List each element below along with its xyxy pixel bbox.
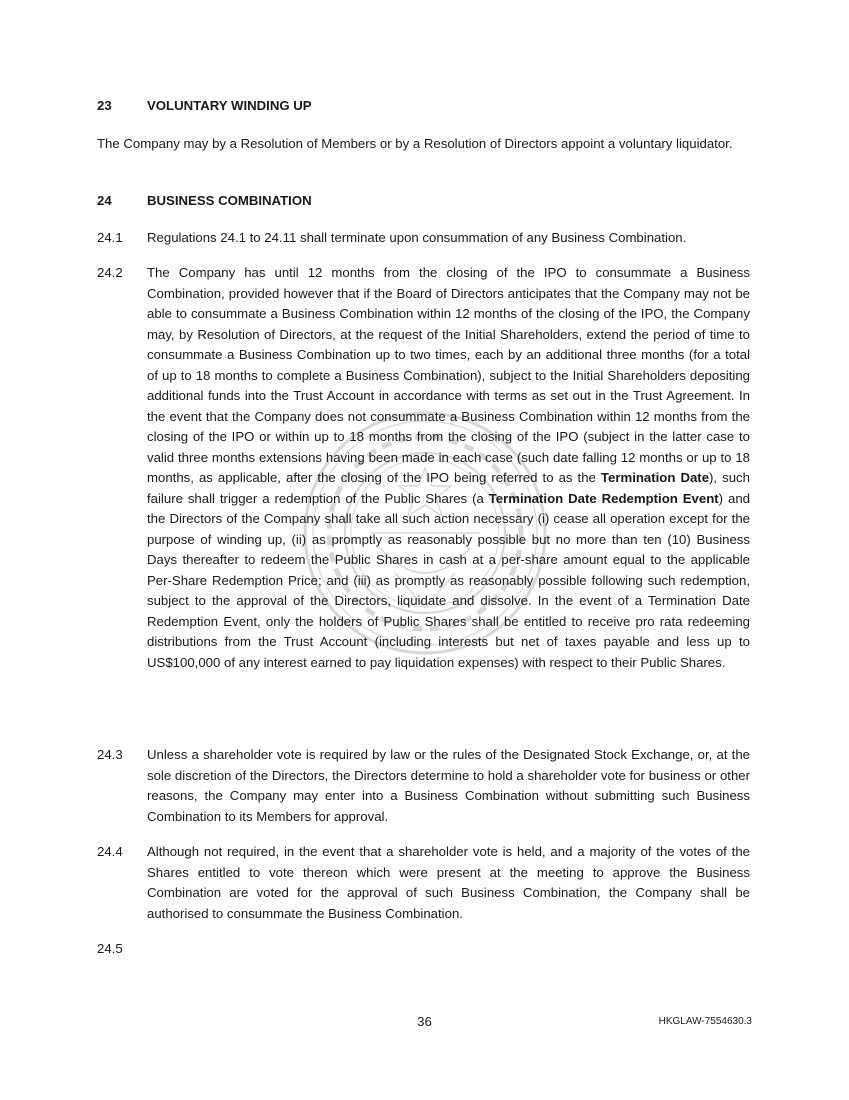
section-23-heading	[97, 97, 312, 115]
clause-number: 24.1	[97, 230, 123, 245]
clause-24-2	[97, 263, 750, 673]
clause-number: 24.2	[97, 265, 123, 280]
clause-24-3	[97, 745, 750, 827]
clause-number: 24.4	[97, 844, 123, 859]
section-24-number: 24	[97, 193, 112, 208]
clause-24-4	[97, 842, 750, 924]
section-24-title: BUSINESS COMBINATION	[147, 193, 312, 208]
clause-text-part: The Company has until 12 months from the closing of the IPO to consummate a Business Combination, provided however that if the Board of Directors anticipates that the Company may not be able to consummate a Business Combination within 12 months of the closing of the IPO, the Company may, by Resolution of Directors, at the request of the Initial Shareholders, extend the period of time to consummate a Business Combination up to two times, each by an additional three months (for a total of up to 18 months to complete a Business Combination), subject to the Initial Shareholders depositing additional funds into the Trust Account in accordance with terms as set out in the Trust Agreement. In the event that the Company does not consummate a Business Combination within 12 months from the closing of the IPO or within up to 18 months from the closing of the IPO (subject in the latter case to valid three months extensions having been made in each case (such date falling 12 months or up to 18 months, as applicable, after the closing of the IPO being referred to as the	[147, 265, 750, 485]
clause-number: 24.3	[97, 747, 123, 762]
defined-term-termination-date: Termination Date	[600, 470, 710, 485]
section-23-number: 23	[97, 98, 112, 113]
clause-number: 24.5	[97, 941, 123, 956]
defined-term-termination-date-redemption-event: Termination Date Redemption Event	[488, 490, 719, 506]
clause-text: Regulations 24.1 to 24.11 shall terminate upon consummation of any Business Combination.	[147, 230, 687, 245]
page-number: 36	[417, 1014, 432, 1029]
section-24-heading	[97, 192, 312, 210]
clause-text-part: ), such failure shall trigger a redemption of the Public Shares (a	[147, 470, 750, 506]
section-23-text: The Company may by a Resolution of Members or by a Resolution of Directors appoint a voluntary liquidator.	[97, 136, 733, 151]
section-23-title: VOLUNTARY WINDING UP	[147, 98, 312, 113]
clause-text-part: ) and the Directors of the Company shall take all such action necessary (i) cease all operation except for the purpose of winding up, (ii) as promptly as reasonably possible but no more than ten (10) Business Days thereafter to redeem the Public Shares in cash at a per-share amount equal to the applicable Per-Share Redemption Price; and (iii) as promptly as reasonably possible following such redemption, subject to the approval of the Directors, liquidate and dissolve. In the event of a Termination Date Redemption Event, only the holders of Public Shares shall be entitled to receive pro rata redeeming distributions from the Trust Account (including interests but net of taxes payable and less up to US$100,000 of any interest earned to pay liquidation expenses) with respect to their Public Shares.	[147, 490, 750, 670]
clause-24-1	[97, 228, 750, 249]
clause-text	[147, 263, 750, 673]
clause-text: Unless a shareholder vote is required by law or the rules of the Designated Stock Exchange, or, at the sole discretion of the Directors, the Directors determine to hold a shareholder vote for business or other reasons, the Company may enter into a Business Combination without submitting such Business Combination to its Members for approval.	[147, 747, 750, 824]
document-reference: HKGLAW-7554630.3	[658, 1016, 752, 1027]
clause-text: Although not required, in the event that a shareholder vote is held, and a majority of the votes of the Shares entitled to vote thereon which were present at the meeting to approve the Business Combination are voted for the approval of such Business Combination, the Company shall be authorised to consummate the Business Combination.	[147, 844, 750, 921]
